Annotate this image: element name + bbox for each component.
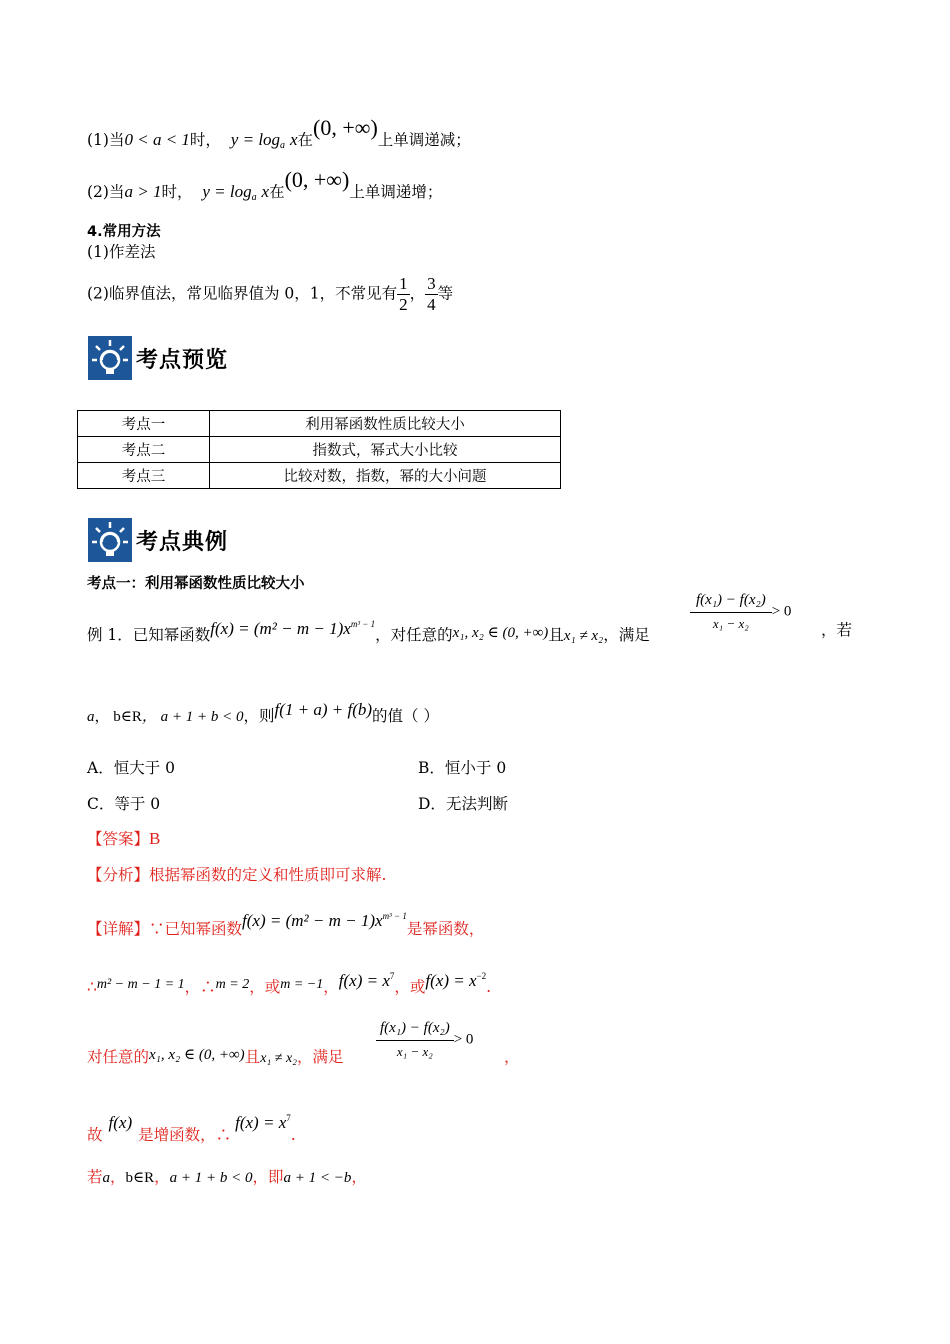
fraction-three-quarters: $\frac{3}{4}$ [427,274,436,314]
example-ruo: ，若 [821,621,853,639]
example-fraction: $\frac{\text{f(x₁) − f(x₂)}}{\text{x₁ − x₂}}$ > 0 [690,592,791,632]
overview-table [77,410,561,489]
p1-func-x: x [289,130,298,149]
table-row [78,411,561,437]
example-1-line-2: a， b∈R， a + 1 + b < 0，则f(1 + a) + f(b)的值（ ） [87,700,439,725]
table-row [78,463,561,489]
fraction-half: $\frac{1}{2}$ [399,274,408,314]
detail-fraction: $\frac{\text{f(x₁) − f(x₂)}}{\text{x₁ − x₂}}$ > 0 [376,1020,473,1060]
method-2-text: (2)临界值法，常见临界值为 0，1，不常见有 [87,284,398,303]
lightbulb-icon [88,336,132,380]
example-func: f(x) = (m² − m − 1)x [210,619,351,638]
option-b[interactable]: B．恒小于 0 [418,759,507,777]
detail-line-2: ∴m² − m − 1 = 1，∴m = 2，或m = −1，$f(x) = x^7$，或$f(x) = x^{-2}$. [87,971,492,996]
p1-time: 时， [189,131,221,149]
detail-tag: 【详解】 [87,920,150,938]
option-c[interactable]: C．等于 0 [87,795,161,813]
p2-prefix: (2)当 [87,183,125,201]
answer-tag: 【答案】 [87,830,150,848]
detail-line-4: 故f(x)是增函数，∴f(x) = $x^7$. [87,1113,296,1144]
method-2: (2)临界值法，常见临界值为 0，1，不常见有 $\frac{1}{2}$ ， $\frac{3}{4}$ 等 [87,274,454,314]
method-1: (1)作差法 [87,243,156,261]
p1-condition: 0 < a < 1 [124,130,190,149]
detail-line-1: 【详解】∵已知幂函数$f(x) = (m^2 - m - 1)x^{m^3 - 1}$是幂函数， [87,911,485,938]
p2-condition: a > 1 [124,182,162,201]
property-line-1 [87,115,471,156]
example-func-exp: m³ − 1 [350,619,376,629]
answer-value: B [149,829,161,848]
lightbulb-icon [88,518,132,562]
row-content: 指数式，幂式大小比较 [210,437,561,463]
section-title: 考点一：利用幂函数性质比较大小 [87,576,305,592]
p1-prefix: (1)当 [87,131,125,149]
examples-heading: 考点典例 [136,529,229,555]
row-content: 比较对数，指数，幂的大小问题 [210,463,561,489]
p2-func-x: x [261,182,270,201]
overview-heading: 考点预览 [136,347,229,373]
p1-func: y = log [230,130,281,149]
row-label: 考点三 [78,463,210,489]
detail-line-3-end: ， [504,1048,520,1066]
example-1-line-1: 例 1．已知幂函数$f(x) = (m^2 - m - 1)x^{m^3 - 1}$，对任意的x₁, x₂ ∈ (0, +∞)且x₁ ≠ x₂，满足 [87,619,650,644]
row-content: 利用幂函数性质比较大小 [210,411,561,437]
example-vars: x₁, x₂ ∈ (0, +∞) [452,625,549,641]
p2-func: y = log [202,182,252,201]
methods-title: 4.常用方法 [87,224,161,240]
table-row [78,437,561,463]
p1-result: 上单调递减； [377,131,471,149]
option-d[interactable]: D．无法判断 [418,795,508,813]
p2-interval: (0, +∞) [284,167,350,192]
analysis-tag: 【分析】 [87,866,150,884]
example-neq: x₁ ≠ x₂ [563,628,604,644]
answer-line [87,829,160,849]
p1-func-sub: a [280,140,286,151]
row-label: 考点一 [78,411,210,437]
example-lead: 例 1．已知幂函数 [87,626,211,644]
analysis-text: 根据幂函数的定义和性质即可求解. [149,866,387,884]
detail-line-5: 若a，b∈R，a + 1 + b < 0，即a + 1 < −b， [87,1168,367,1186]
property-line-2 [87,167,443,208]
p1-interval: (0, +∞) [313,115,378,140]
method-2-suffix: 等 [437,284,454,303]
row-label: 考点二 [78,437,210,463]
p2-in: 在 [269,183,285,201]
option-a[interactable]: A．恒大于 0 [87,759,175,777]
analysis-line [87,865,386,885]
p2-func-sub: a [251,192,257,203]
p2-result: 上单调递增； [349,183,443,201]
p2-time: 时， [161,183,193,201]
detail-line-3: 对任意的x₁, x₂ ∈ (0, +∞)且x₁ ≠ x₂，满足 [87,1047,344,1066]
p1-in: 在 [297,131,314,149]
